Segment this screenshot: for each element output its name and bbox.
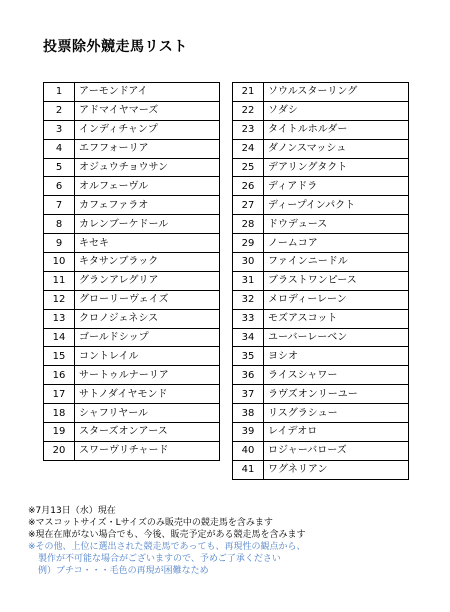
table-row xyxy=(233,215,409,234)
table-row xyxy=(44,120,220,139)
page-title: 投票除外競走馬リスト xyxy=(43,39,188,55)
row-number: 25 xyxy=(233,158,264,177)
row-number: 10 xyxy=(44,253,75,272)
horse-name: グローリーヴェイズ xyxy=(75,290,220,309)
horse-name: ドウデュース xyxy=(264,215,409,234)
row-number: 19 xyxy=(44,423,75,442)
horse-name: インディチャンプ xyxy=(75,120,220,139)
row-number: 20 xyxy=(44,441,75,460)
row-number: 7 xyxy=(44,196,75,215)
horse-name: ノームコア xyxy=(264,234,409,253)
row-number: 41 xyxy=(233,460,264,479)
horse-name: タイトルホルダー xyxy=(264,120,409,139)
table-row xyxy=(233,404,409,423)
table-row xyxy=(233,423,409,442)
table-row xyxy=(233,460,409,479)
table-row xyxy=(44,139,220,158)
horse-name: ヨシオ xyxy=(264,347,409,366)
table-row xyxy=(44,271,220,290)
table-row xyxy=(44,215,220,234)
horse-name: グランアレグリア xyxy=(75,271,220,290)
horse-name: リスグラシュー xyxy=(264,404,409,423)
row-number: 14 xyxy=(44,328,75,347)
table-row xyxy=(44,385,220,404)
row-number: 5 xyxy=(44,158,75,177)
horse-name: モズアスコット xyxy=(264,309,409,328)
table-row xyxy=(44,404,220,423)
note-mascot: ※マスコットサイズ・Lサイズのみ販売中の競走馬を含みます xyxy=(28,518,273,528)
horse-name: ディープインパクト xyxy=(264,196,409,215)
table-row xyxy=(233,366,409,385)
row-number: 24 xyxy=(233,139,264,158)
row-number: 8 xyxy=(44,215,75,234)
row-number: 12 xyxy=(44,290,75,309)
horse-name: シャフリヤール xyxy=(75,404,220,423)
row-number: 16 xyxy=(44,366,75,385)
table-row xyxy=(44,328,220,347)
table-row xyxy=(44,253,220,272)
note-other-2: 製作が不可能な場合がございますので、予めご了承ください xyxy=(38,554,281,564)
row-number: 29 xyxy=(233,234,264,253)
table-row xyxy=(44,423,220,442)
row-number: 9 xyxy=(44,234,75,253)
horse-name: メロディーレーン xyxy=(264,290,409,309)
row-number: 31 xyxy=(233,271,264,290)
row-number: 15 xyxy=(44,347,75,366)
table-row xyxy=(233,328,409,347)
horse-name: カフェファラオ xyxy=(75,196,220,215)
table-row xyxy=(233,234,409,253)
table-row xyxy=(233,120,409,139)
note-stock: ※現在在庫がない場合でも、今後、販売予定がある競走馬を含みます xyxy=(28,530,306,540)
horse-name: レイデオロ xyxy=(264,423,409,442)
row-number: 4 xyxy=(44,139,75,158)
horse-name: ロジャーバローズ xyxy=(264,441,409,460)
horse-table-left xyxy=(43,82,220,461)
table-row xyxy=(233,385,409,404)
horse-name: ソダシ xyxy=(264,101,409,120)
horse-name: ゴールドシップ xyxy=(75,328,220,347)
table-row xyxy=(44,347,220,366)
row-number: 37 xyxy=(233,385,264,404)
horse-name: ライスシャワー xyxy=(264,366,409,385)
table-row xyxy=(233,271,409,290)
horse-name: オジュウチョウサン xyxy=(75,158,220,177)
horse-name: ファインニードル xyxy=(264,253,409,272)
row-number: 34 xyxy=(233,328,264,347)
horse-name: ユーバーレーベン xyxy=(264,328,409,347)
table-row xyxy=(233,253,409,272)
row-number: 22 xyxy=(233,101,264,120)
row-number: 21 xyxy=(233,83,264,102)
table-row xyxy=(233,441,409,460)
table-row xyxy=(44,366,220,385)
row-number: 40 xyxy=(233,441,264,460)
row-number: 38 xyxy=(233,404,264,423)
row-number: 11 xyxy=(44,271,75,290)
table-row xyxy=(44,196,220,215)
row-number: 1 xyxy=(44,83,75,102)
note-other-1: ※その他、上位に選出された競走馬であっても、再現性の観点から、 xyxy=(28,542,306,552)
horse-name: サトノダイヤモンド xyxy=(75,385,220,404)
row-number: 2 xyxy=(44,101,75,120)
table-row xyxy=(44,177,220,196)
row-number: 39 xyxy=(233,423,264,442)
table-row xyxy=(233,290,409,309)
horse-name: サートゥルナーリア xyxy=(75,366,220,385)
row-number: 6 xyxy=(44,177,75,196)
table-row xyxy=(44,83,220,102)
horse-name: ディアドラ xyxy=(264,177,409,196)
table-row xyxy=(233,158,409,177)
horse-name: キセキ xyxy=(75,234,220,253)
table-row xyxy=(233,83,409,102)
horse-name: カレンブーケドール xyxy=(75,215,220,234)
horse-name: ラヴズオンリーユー xyxy=(264,385,409,404)
row-number: 32 xyxy=(233,290,264,309)
table-row xyxy=(44,441,220,460)
note-other-3: 例）ブチコ・・・毛色の再現が困難なため xyxy=(38,566,209,576)
table-row xyxy=(233,139,409,158)
horse-name: ブラストワンピース xyxy=(264,271,409,290)
table-row xyxy=(233,177,409,196)
row-number: 27 xyxy=(233,196,264,215)
horse-name: コントレイル xyxy=(75,347,220,366)
table-row xyxy=(233,347,409,366)
horse-name: スターズオンアース xyxy=(75,423,220,442)
horse-name: クロノジェネシス xyxy=(75,309,220,328)
row-number: 36 xyxy=(233,366,264,385)
horse-name: エフフォーリア xyxy=(75,139,220,158)
row-number: 28 xyxy=(233,215,264,234)
horse-name: アーモンドアイ xyxy=(75,83,220,102)
horse-name: アドマイヤマーズ xyxy=(75,101,220,120)
horse-name: スワーヴリチャード xyxy=(75,441,220,460)
row-number: 18 xyxy=(44,404,75,423)
table-row xyxy=(233,101,409,120)
horse-name: デアリングタクト xyxy=(264,158,409,177)
table-row xyxy=(233,196,409,215)
horse-name: ワグネリアン xyxy=(264,460,409,479)
horse-name: キタサンブラック xyxy=(75,253,220,272)
row-number: 35 xyxy=(233,347,264,366)
row-number: 33 xyxy=(233,309,264,328)
horse-name: ソウルスターリング xyxy=(264,83,409,102)
table-row xyxy=(44,234,220,253)
horse-table-right xyxy=(232,82,409,480)
row-number: 30 xyxy=(233,253,264,272)
table-row xyxy=(44,101,220,120)
table-row xyxy=(44,309,220,328)
row-number: 26 xyxy=(233,177,264,196)
horse-name: オルフェーヴル xyxy=(75,177,220,196)
row-number: 13 xyxy=(44,309,75,328)
note-date: ※7月13日（水）現在 xyxy=(28,506,116,516)
row-number: 3 xyxy=(44,120,75,139)
table-row xyxy=(233,309,409,328)
row-number: 17 xyxy=(44,385,75,404)
notes-section xyxy=(28,505,438,577)
table-row xyxy=(44,158,220,177)
table-row xyxy=(44,290,220,309)
row-number: 23 xyxy=(233,120,264,139)
horse-name: ダノンスマッシュ xyxy=(264,139,409,158)
